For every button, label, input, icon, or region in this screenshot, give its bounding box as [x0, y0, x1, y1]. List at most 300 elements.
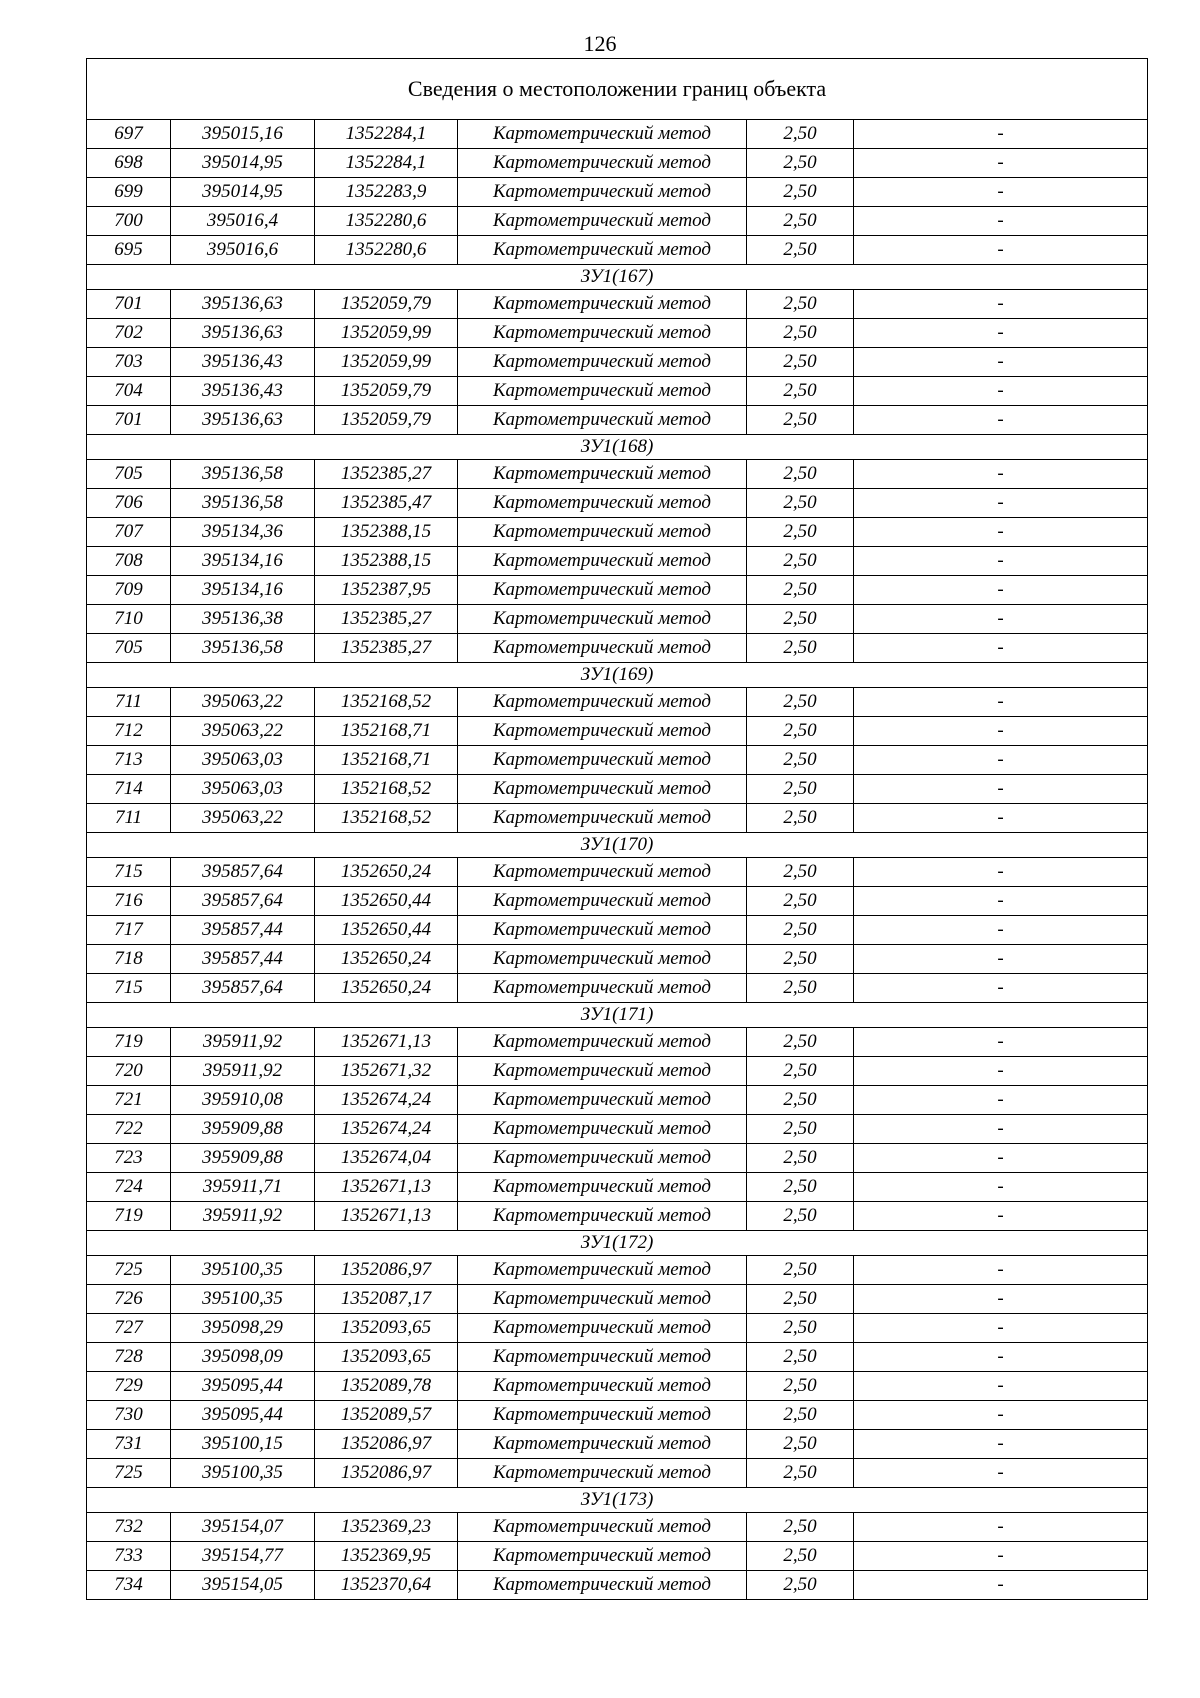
coord-x: 395100,15 — [171, 1430, 315, 1459]
coord-x: 395098,29 — [171, 1314, 315, 1343]
accuracy: 2,50 — [747, 1086, 854, 1115]
table-row — [87, 120, 1148, 149]
coord-y: 1352388,15 — [315, 547, 458, 576]
point-number: 698 — [87, 149, 171, 178]
table-row — [87, 1057, 1148, 1086]
description: - — [854, 1202, 1148, 1231]
coord-x: 395063,03 — [171, 746, 315, 775]
coord-x: 395063,22 — [171, 804, 315, 833]
group-header-row — [87, 663, 1148, 688]
table-row — [87, 1285, 1148, 1314]
table-row — [87, 489, 1148, 518]
table-row — [87, 974, 1148, 1003]
description: - — [854, 149, 1148, 178]
coord-y: 1352385,47 — [315, 489, 458, 518]
parcel-label: ЗУ1(173) — [87, 1488, 1148, 1513]
point-number: 719 — [87, 1202, 171, 1231]
table-row — [87, 916, 1148, 945]
coord-x: 395857,44 — [171, 916, 315, 945]
accuracy: 2,50 — [747, 1028, 854, 1057]
description: - — [854, 775, 1148, 804]
description: - — [854, 1314, 1148, 1343]
table-row — [87, 1571, 1148, 1600]
coord-y: 1352671,32 — [315, 1057, 458, 1086]
point-number: 716 — [87, 887, 171, 916]
method: Картометрический метод — [458, 1256, 747, 1285]
accuracy: 2,50 — [747, 858, 854, 887]
description: - — [854, 1571, 1148, 1600]
coord-x: 395154,07 — [171, 1513, 315, 1542]
group-header-row — [87, 833, 1148, 858]
description: - — [854, 576, 1148, 605]
coord-y: 1352650,24 — [315, 974, 458, 1003]
table-row — [87, 717, 1148, 746]
accuracy: 2,50 — [747, 377, 854, 406]
coord-y: 1352387,95 — [315, 576, 458, 605]
coord-y: 1352059,79 — [315, 290, 458, 319]
method: Картометрический метод — [458, 1430, 747, 1459]
page-number: 126 — [583, 31, 617, 56]
method: Картометрический метод — [458, 149, 747, 178]
point-number: 705 — [87, 634, 171, 663]
coord-y: 1352370,64 — [315, 1571, 458, 1600]
description: - — [854, 1028, 1148, 1057]
coord-x: 395911,71 — [171, 1173, 315, 1202]
group-header-row — [87, 435, 1148, 460]
coord-x: 395098,09 — [171, 1343, 315, 1372]
table-row — [87, 207, 1148, 236]
method: Картометрический метод — [458, 858, 747, 887]
method: Картометрический метод — [458, 945, 747, 974]
table-row — [87, 1401, 1148, 1430]
table-caption-row — [87, 59, 1148, 120]
point-number: 734 — [87, 1571, 171, 1600]
description: - — [854, 290, 1148, 319]
point-number: 702 — [87, 319, 171, 348]
method: Картометрический метод — [458, 1115, 747, 1144]
accuracy: 2,50 — [747, 804, 854, 833]
coord-x: 395100,35 — [171, 1285, 315, 1314]
accuracy: 2,50 — [747, 1343, 854, 1372]
coord-x: 395857,64 — [171, 858, 315, 887]
coord-x: 395909,88 — [171, 1115, 315, 1144]
accuracy: 2,50 — [747, 1144, 854, 1173]
coord-y: 1352284,1 — [315, 120, 458, 149]
table-row — [87, 377, 1148, 406]
table-row — [87, 688, 1148, 717]
coord-x: 395063,03 — [171, 775, 315, 804]
parcel-label: ЗУ1(172) — [87, 1231, 1148, 1256]
point-number: 728 — [87, 1343, 171, 1372]
coord-y: 1352168,52 — [315, 688, 458, 717]
method: Картометрический метод — [458, 1571, 747, 1600]
point-number: 729 — [87, 1372, 171, 1401]
coord-x: 395016,4 — [171, 207, 315, 236]
table-row — [87, 887, 1148, 916]
coord-x: 395134,16 — [171, 547, 315, 576]
point-number: 707 — [87, 518, 171, 547]
method: Картометрический метод — [458, 377, 747, 406]
point-number: 706 — [87, 489, 171, 518]
table-row — [87, 1513, 1148, 1542]
accuracy: 2,50 — [747, 746, 854, 775]
coord-y: 1352059,79 — [315, 406, 458, 435]
table-row — [87, 1459, 1148, 1488]
coord-x: 395136,43 — [171, 377, 315, 406]
table-title: Сведения о местоположении границ объекта — [87, 59, 1148, 120]
accuracy: 2,50 — [747, 460, 854, 489]
coord-x: 395063,22 — [171, 717, 315, 746]
coord-x: 395136,58 — [171, 634, 315, 663]
method: Картометрический метод — [458, 207, 747, 236]
coord-x: 395095,44 — [171, 1401, 315, 1430]
table-row — [87, 1202, 1148, 1231]
point-number: 717 — [87, 916, 171, 945]
method: Картометрический метод — [458, 1542, 747, 1571]
method: Картометрический метод — [458, 746, 747, 775]
method: Картометрический метод — [458, 605, 747, 634]
point-number: 711 — [87, 688, 171, 717]
table-row — [87, 576, 1148, 605]
coord-x: 395136,43 — [171, 348, 315, 377]
description: - — [854, 916, 1148, 945]
coord-y: 1352674,24 — [315, 1115, 458, 1144]
parcel-label: ЗУ1(169) — [87, 663, 1148, 688]
method: Картометрический метод — [458, 1372, 747, 1401]
point-number: 720 — [87, 1057, 171, 1086]
coord-y: 1352674,04 — [315, 1144, 458, 1173]
coord-x: 395136,38 — [171, 605, 315, 634]
coord-y: 1352093,65 — [315, 1314, 458, 1343]
coord-y: 1352086,97 — [315, 1459, 458, 1488]
coord-y: 1352369,95 — [315, 1542, 458, 1571]
coord-x: 395136,63 — [171, 290, 315, 319]
description: - — [854, 1173, 1148, 1202]
coord-y: 1352674,24 — [315, 1086, 458, 1115]
description: - — [854, 236, 1148, 265]
method: Картометрический метод — [458, 1285, 747, 1314]
table-row — [87, 1173, 1148, 1202]
table-row — [87, 1086, 1148, 1115]
description: - — [854, 717, 1148, 746]
accuracy: 2,50 — [747, 1285, 854, 1314]
coord-x: 395134,36 — [171, 518, 315, 547]
method: Картометрический метод — [458, 1057, 747, 1086]
point-number: 722 — [87, 1115, 171, 1144]
table-row — [87, 858, 1148, 887]
method: Картометрический метод — [458, 1343, 747, 1372]
accuracy: 2,50 — [747, 1115, 854, 1144]
method: Картометрический метод — [458, 348, 747, 377]
description: - — [854, 319, 1148, 348]
accuracy: 2,50 — [747, 916, 854, 945]
coord-x: 395100,35 — [171, 1256, 315, 1285]
description: - — [854, 945, 1148, 974]
table-row — [87, 547, 1148, 576]
method: Картометрический метод — [458, 120, 747, 149]
accuracy: 2,50 — [747, 319, 854, 348]
coord-x: 395136,63 — [171, 406, 315, 435]
group-header-row — [87, 1003, 1148, 1028]
method: Картометрический метод — [458, 290, 747, 319]
coord-y: 1352093,65 — [315, 1343, 458, 1372]
coord-y: 1352168,71 — [315, 717, 458, 746]
method: Картометрический метод — [458, 518, 747, 547]
description: - — [854, 634, 1148, 663]
coord-x: 395100,35 — [171, 1459, 315, 1488]
point-number: 732 — [87, 1513, 171, 1542]
accuracy: 2,50 — [747, 1401, 854, 1430]
method: Картометрический метод — [458, 178, 747, 207]
coord-x: 395857,64 — [171, 974, 315, 1003]
accuracy: 2,50 — [747, 1542, 854, 1571]
accuracy: 2,50 — [747, 518, 854, 547]
description: - — [854, 974, 1148, 1003]
description: - — [854, 1459, 1148, 1488]
description: - — [854, 1256, 1148, 1285]
method: Картометрический метод — [458, 887, 747, 916]
coord-x: 395095,44 — [171, 1372, 315, 1401]
table-row — [87, 634, 1148, 663]
boundary-table-container — [86, 58, 1147, 1600]
accuracy: 2,50 — [747, 1314, 854, 1343]
point-number: 705 — [87, 460, 171, 489]
description: - — [854, 489, 1148, 518]
description: - — [854, 348, 1148, 377]
description: - — [854, 1430, 1148, 1459]
method: Картометрический метод — [458, 460, 747, 489]
point-number: 713 — [87, 746, 171, 775]
accuracy: 2,50 — [747, 974, 854, 1003]
coord-x: 395014,95 — [171, 149, 315, 178]
coord-y: 1352086,97 — [315, 1430, 458, 1459]
point-number: 697 — [87, 120, 171, 149]
coord-x: 395136,63 — [171, 319, 315, 348]
description: - — [854, 605, 1148, 634]
point-number: 701 — [87, 290, 171, 319]
coord-y: 1352059,99 — [315, 319, 458, 348]
description: - — [854, 746, 1148, 775]
table-row — [87, 1028, 1148, 1057]
point-number: 726 — [87, 1285, 171, 1314]
table-row — [87, 1115, 1148, 1144]
accuracy: 2,50 — [747, 1256, 854, 1285]
coord-x: 395910,08 — [171, 1086, 315, 1115]
method: Картометрический метод — [458, 1028, 747, 1057]
accuracy: 2,50 — [747, 945, 854, 974]
description: - — [854, 1343, 1148, 1372]
coord-x: 395154,77 — [171, 1542, 315, 1571]
parcel-label: ЗУ1(167) — [87, 265, 1148, 290]
accuracy: 2,50 — [747, 576, 854, 605]
point-number: 715 — [87, 974, 171, 1003]
method: Картометрический метод — [458, 974, 747, 1003]
point-number: 699 — [87, 178, 171, 207]
accuracy: 2,50 — [747, 236, 854, 265]
accuracy: 2,50 — [747, 406, 854, 435]
table-row — [87, 746, 1148, 775]
description: - — [854, 178, 1148, 207]
table-row — [87, 1343, 1148, 1372]
coord-y: 1352168,52 — [315, 775, 458, 804]
method: Картометрический метод — [458, 547, 747, 576]
coord-y: 1352671,13 — [315, 1173, 458, 1202]
method: Картометрический метод — [458, 1401, 747, 1430]
method: Картометрический метод — [458, 1173, 747, 1202]
boundary-coordinates-table — [86, 58, 1148, 1600]
method: Картометрический метод — [458, 775, 747, 804]
point-number: 719 — [87, 1028, 171, 1057]
point-number: 710 — [87, 605, 171, 634]
table-row — [87, 605, 1148, 634]
coord-y: 1352059,99 — [315, 348, 458, 377]
method: Картометрический метод — [458, 1314, 747, 1343]
accuracy: 2,50 — [747, 605, 854, 634]
coord-x: 395134,16 — [171, 576, 315, 605]
point-number: 725 — [87, 1459, 171, 1488]
point-number: 703 — [87, 348, 171, 377]
coord-y: 1352671,13 — [315, 1202, 458, 1231]
coord-y: 1352059,79 — [315, 377, 458, 406]
description: - — [854, 858, 1148, 887]
description: - — [854, 207, 1148, 236]
method: Картометрический метод — [458, 1202, 747, 1231]
description: - — [854, 460, 1148, 489]
coord-y: 1352280,6 — [315, 236, 458, 265]
point-number: 715 — [87, 858, 171, 887]
point-number: 733 — [87, 1542, 171, 1571]
coord-x: 395015,16 — [171, 120, 315, 149]
parcel-label: ЗУ1(170) — [87, 833, 1148, 858]
coord-y: 1352388,15 — [315, 518, 458, 547]
coord-y: 1352650,24 — [315, 945, 458, 974]
method: Картометрический метод — [458, 717, 747, 746]
point-number: 723 — [87, 1144, 171, 1173]
method: Картометрический метод — [458, 634, 747, 663]
description: - — [854, 1513, 1148, 1542]
coord-x: 395911,92 — [171, 1028, 315, 1057]
accuracy: 2,50 — [747, 547, 854, 576]
accuracy: 2,50 — [747, 1173, 854, 1202]
accuracy: 2,50 — [747, 178, 854, 207]
accuracy: 2,50 — [747, 207, 854, 236]
method: Картометрический метод — [458, 1459, 747, 1488]
description: - — [854, 1542, 1148, 1571]
coord-x: 395911,92 — [171, 1202, 315, 1231]
accuracy: 2,50 — [747, 887, 854, 916]
accuracy: 2,50 — [747, 120, 854, 149]
description: - — [854, 688, 1148, 717]
coord-y: 1352650,44 — [315, 887, 458, 916]
accuracy: 2,50 — [747, 1057, 854, 1086]
description: - — [854, 406, 1148, 435]
description: - — [854, 518, 1148, 547]
table-row — [87, 406, 1148, 435]
point-number: 725 — [87, 1256, 171, 1285]
accuracy: 2,50 — [747, 1202, 854, 1231]
point-number: 718 — [87, 945, 171, 974]
description: - — [854, 120, 1148, 149]
coord-y: 1352089,57 — [315, 1401, 458, 1430]
coord-x: 395911,92 — [171, 1057, 315, 1086]
table-row — [87, 290, 1148, 319]
description: - — [854, 1086, 1148, 1115]
point-number: 727 — [87, 1314, 171, 1343]
coord-y: 1352280,6 — [315, 207, 458, 236]
point-number: 724 — [87, 1173, 171, 1202]
accuracy: 2,50 — [747, 489, 854, 518]
method: Картометрический метод — [458, 319, 747, 348]
accuracy: 2,50 — [747, 775, 854, 804]
coord-x: 395154,05 — [171, 1571, 315, 1600]
group-header-row — [87, 1231, 1148, 1256]
point-number: 711 — [87, 804, 171, 833]
point-number: 701 — [87, 406, 171, 435]
accuracy: 2,50 — [747, 634, 854, 663]
method: Картометрический метод — [458, 1086, 747, 1115]
method: Картометрический метод — [458, 236, 747, 265]
coord-x: 395014,95 — [171, 178, 315, 207]
table-row — [87, 804, 1148, 833]
coord-y: 1352087,17 — [315, 1285, 458, 1314]
parcel-label: ЗУ1(168) — [87, 435, 1148, 460]
description: - — [854, 1401, 1148, 1430]
coord-x: 395909,88 — [171, 1144, 315, 1173]
table-row — [87, 945, 1148, 974]
coord-x: 395063,22 — [171, 688, 315, 717]
method: Картометрический метод — [458, 1513, 747, 1542]
coord-y: 1352385,27 — [315, 605, 458, 634]
point-number: 700 — [87, 207, 171, 236]
coord-y: 1352650,24 — [315, 858, 458, 887]
point-number: 712 — [87, 717, 171, 746]
description: - — [854, 1285, 1148, 1314]
point-number: 704 — [87, 377, 171, 406]
accuracy: 2,50 — [747, 1372, 854, 1401]
coord-y: 1352283,9 — [315, 178, 458, 207]
method: Картометрический метод — [458, 1144, 747, 1173]
table-row — [87, 1372, 1148, 1401]
method: Картометрический метод — [458, 406, 747, 435]
accuracy: 2,50 — [747, 1571, 854, 1600]
coord-y: 1352168,71 — [315, 746, 458, 775]
coord-x: 395857,64 — [171, 887, 315, 916]
method: Картометрический метод — [458, 804, 747, 833]
coord-x: 395016,6 — [171, 236, 315, 265]
description: - — [854, 1115, 1148, 1144]
method: Картометрический метод — [458, 576, 747, 605]
point-number: 730 — [87, 1401, 171, 1430]
table-row — [87, 775, 1148, 804]
table-row — [87, 1430, 1148, 1459]
table-row — [87, 1314, 1148, 1343]
table-row — [87, 178, 1148, 207]
method: Картометрический метод — [458, 916, 747, 945]
coord-y: 1352671,13 — [315, 1028, 458, 1057]
table-row — [87, 236, 1148, 265]
description: - — [854, 1057, 1148, 1086]
point-number: 709 — [87, 576, 171, 605]
parcel-label: ЗУ1(171) — [87, 1003, 1148, 1028]
accuracy: 2,50 — [747, 1513, 854, 1542]
method: Картометрический метод — [458, 688, 747, 717]
accuracy: 2,50 — [747, 149, 854, 178]
accuracy: 2,50 — [747, 717, 854, 746]
accuracy: 2,50 — [747, 688, 854, 717]
method: Картометрический метод — [458, 489, 747, 518]
point-number: 695 — [87, 236, 171, 265]
table-row — [87, 1144, 1148, 1173]
